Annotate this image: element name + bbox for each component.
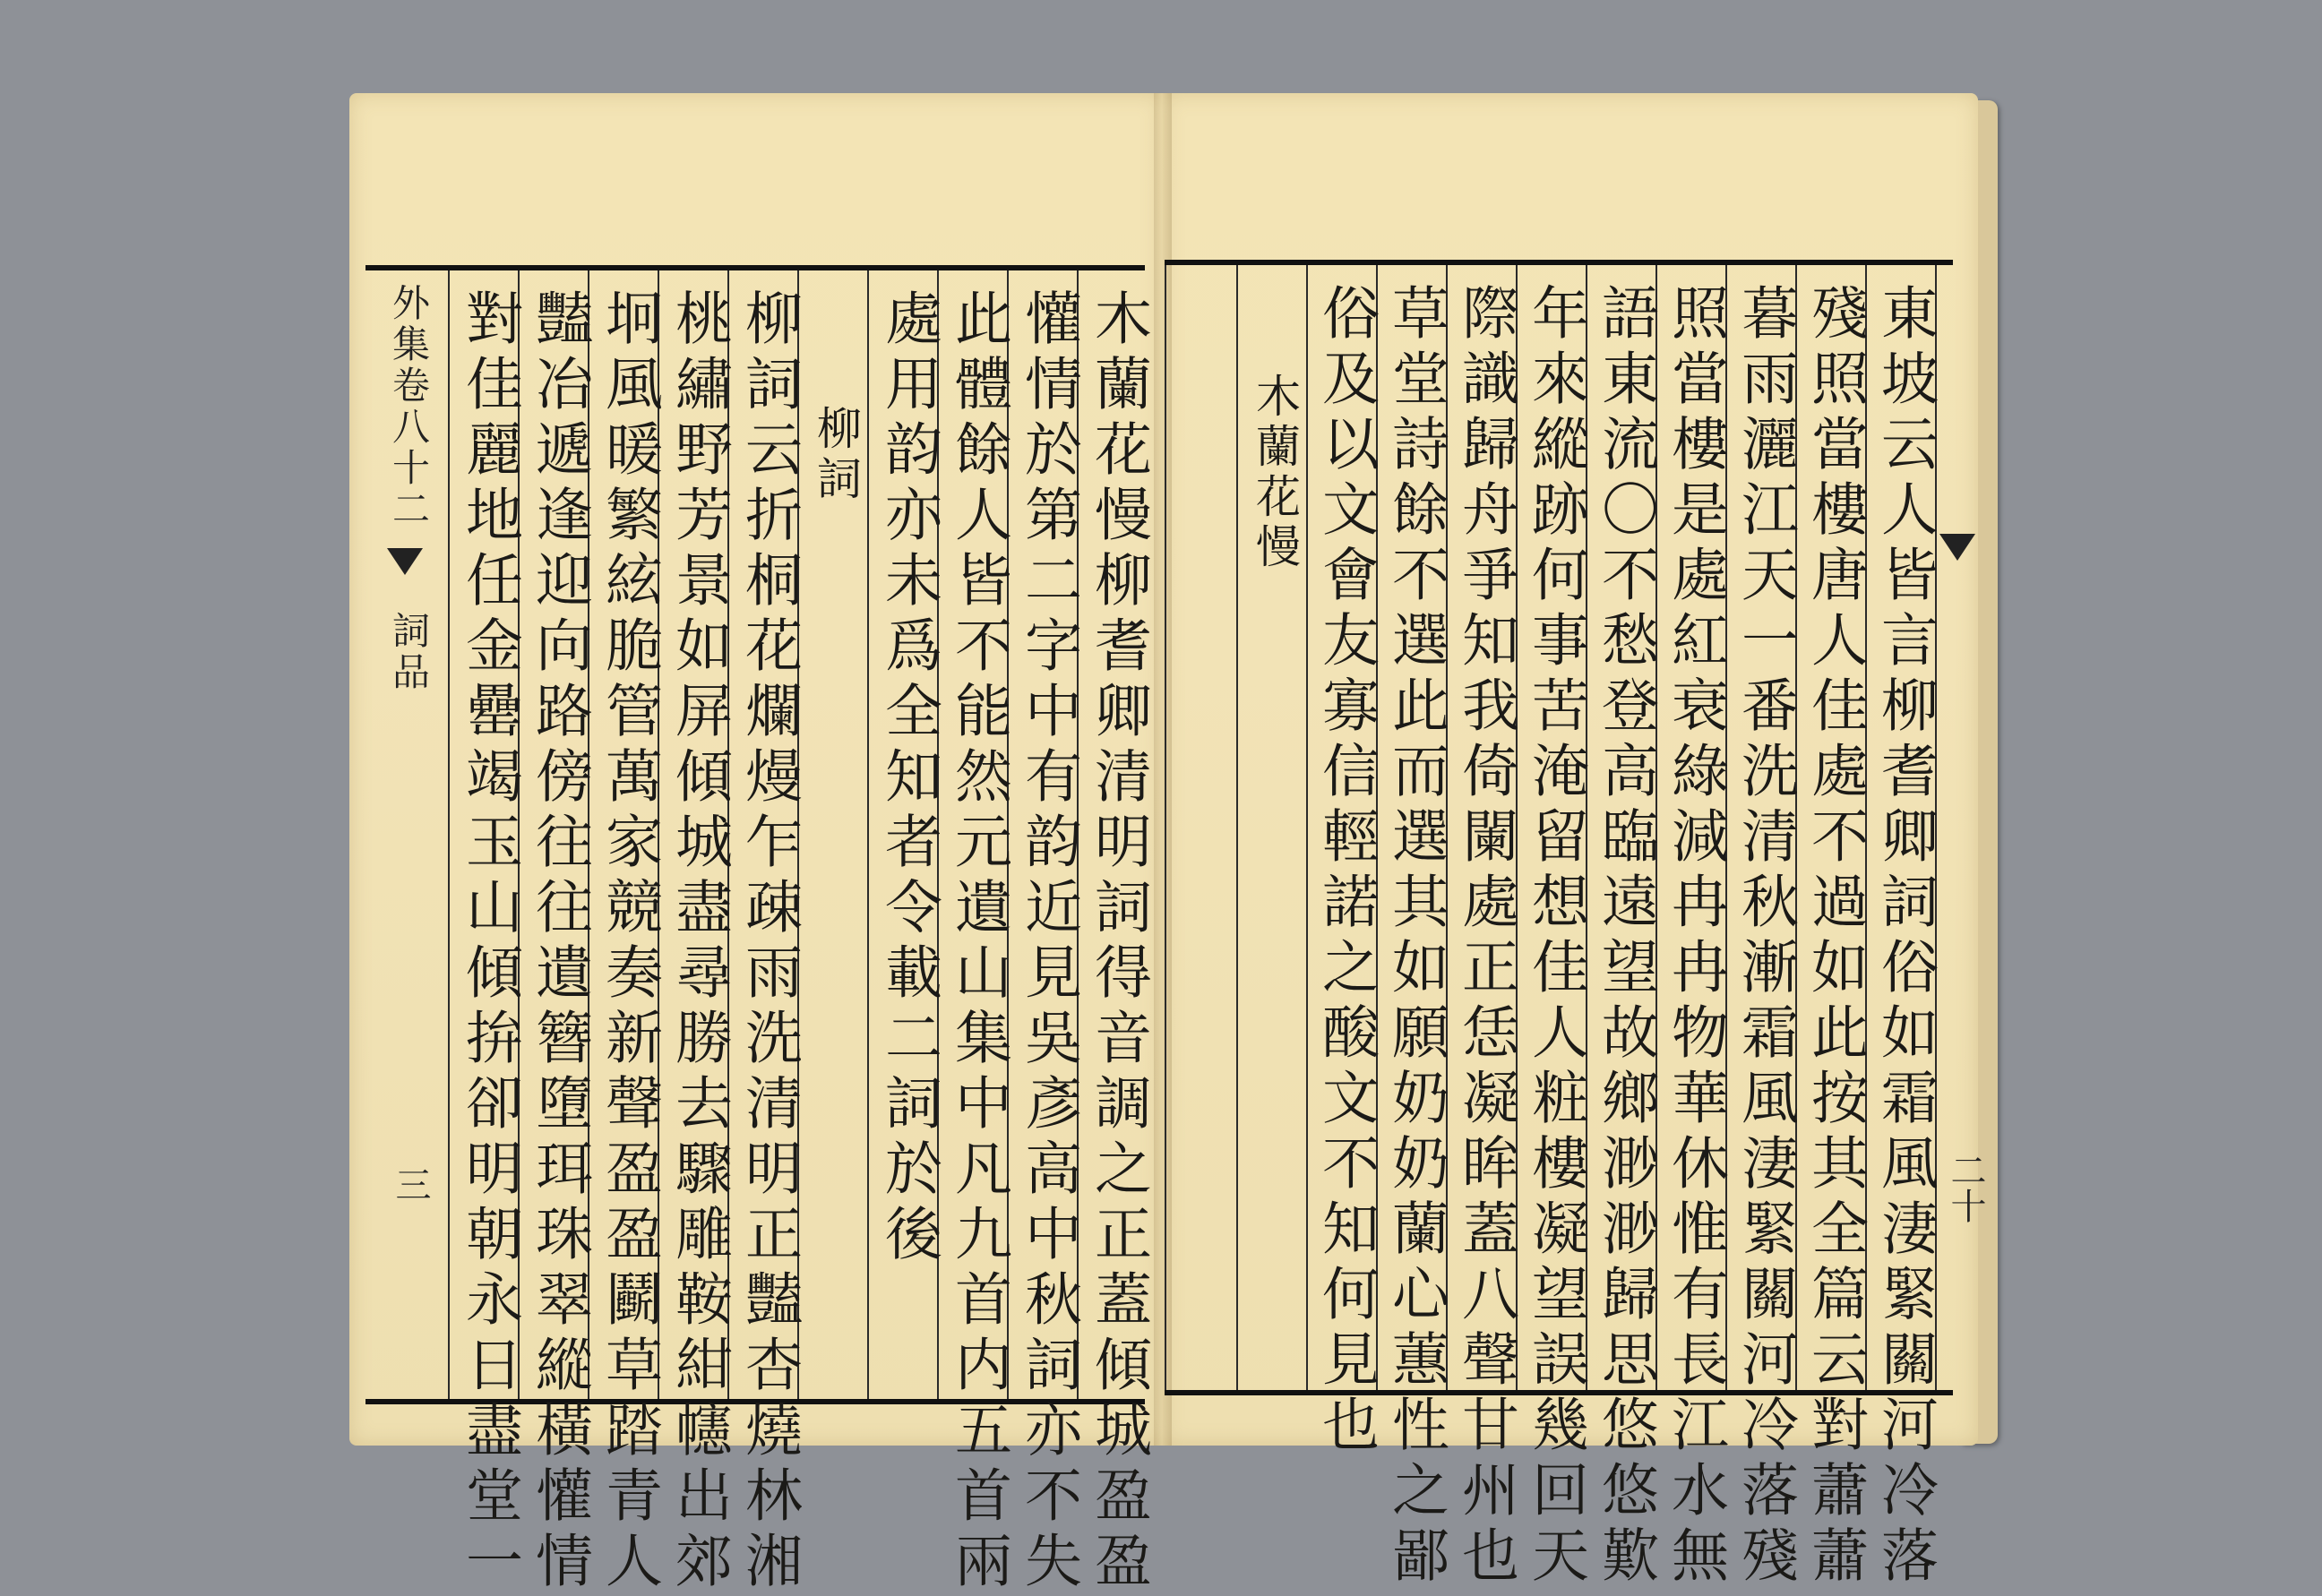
text-column: 木蘭花慢柳耆卿清明詞得音調之正蓋傾城盈盈 (1085, 288, 1151, 1596)
text-column: 東坡云人皆言柳耆卿詞俗如霜風淒緊關河冷落 (1871, 283, 1938, 1591)
column-rule (867, 270, 869, 1399)
column-rule (1236, 265, 1238, 1390)
page-number: 二十 (1945, 1152, 1986, 1223)
right-text-frame (1165, 260, 1986, 1591)
text-column: 殘照當樓唐人佳處不過如此按其全篇云對蕭蕭 (1802, 283, 1868, 1591)
column-rule (448, 270, 450, 1399)
text-column: 草堂詩餘不選此而選其如願奶奶蘭心蕙性之鄙 (1382, 283, 1449, 1591)
text-column: 俗及以文會友寡信輕諾之酸文不知何見也 (1312, 283, 1379, 1460)
column-rule (1165, 265, 1166, 1390)
text-column: 年來縱跡何事苦淹留想佳人粧樓凝望誤幾回天 (1522, 283, 1588, 1591)
section-title: 詞品 (387, 611, 431, 693)
fish-tail-mark (387, 548, 423, 575)
text-column: 懽情於第二字中有韵近見吳彥高中秋詞亦不失 (1015, 288, 1081, 1596)
text-column: 對佳麗地任金罍竭玉山傾拚卻明朝永日盡堂一 (456, 288, 522, 1596)
text-column: 照當樓是處紅衰綠減冉冉物華休惟有長江水無 (1662, 283, 1728, 1591)
column-rule (1306, 265, 1308, 1390)
text-column: 桃繡野芳景如屏傾城盡尋勝去驟雕鞍紺幰出郊 (666, 288, 732, 1596)
heading-column: 柳詞 (810, 405, 862, 505)
text-column: 此體餘人皆不能然元遺山集中凡九首内五首兩 (945, 288, 1011, 1596)
text-column: 處用韵亦未爲全知者令載二詞於後 (875, 288, 942, 1269)
text-column: 暮雨灑江天一番洗清秋漸霜風淒緊關河冷落殘 (1732, 283, 1798, 1591)
text-column: 際識歸舟爭知我倚闌處正恁凝眸蓋八聲甘州也 (1452, 283, 1518, 1591)
heading-column: 木蘭花慢 (1249, 373, 1301, 573)
page-number: 三 (390, 1166, 431, 1202)
text-column: 豔冶遞逢迎向路傍往往遺簪墮珥珠翠縱橫懽情 (526, 288, 592, 1596)
left-text-frame (366, 265, 1151, 1596)
text-column: 柳詞云折桐花爛熳乍疎雨洗清明正豔杏燒林湘 (735, 288, 802, 1596)
volume-title: 外集卷八十二 (387, 283, 431, 530)
text-column: 坰風暖繁絃脆管萬家競奏新聲盈盈鬬草踏青人 (596, 288, 662, 1596)
text-column: 語東流〇不愁登高臨遠望故鄉渺渺歸思悠悠歎 (1592, 283, 1658, 1591)
